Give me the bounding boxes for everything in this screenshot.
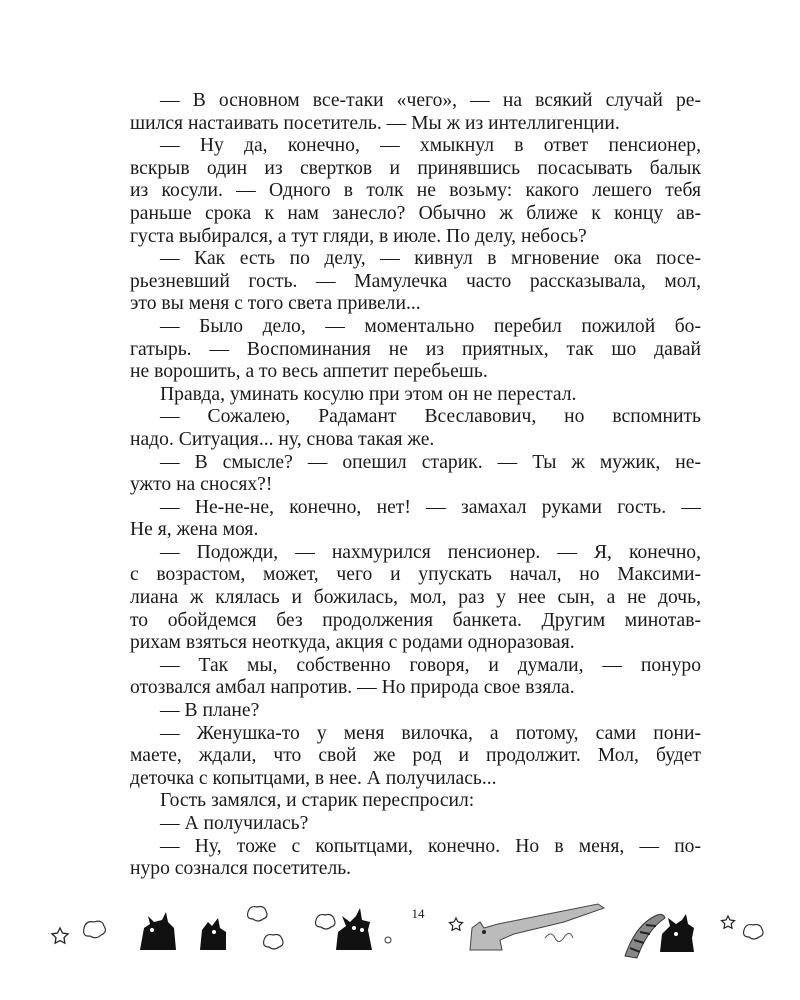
text-line: рихам взяться неоткуда, акция с родами одноразовая.: [130, 632, 575, 654]
creature-eye-icon: [212, 930, 216, 934]
text-line: из косули. — Одного в толк не возьму: какого лешего тебя: [130, 180, 701, 202]
creature-eye-icon: [150, 928, 154, 932]
text-line: гатырь. — Воспоминания не из приятных, так шо давай: [130, 338, 701, 360]
text-line: не ворошить, а то весь аппетит перебьешь.: [130, 361, 488, 383]
creature-eye-icon: [360, 928, 364, 932]
text-line: — Было дело, — моментально перебил пожилой бо-: [160, 315, 701, 337]
star-icon: [52, 928, 68, 943]
speech-bubble-icon: [84, 921, 106, 938]
text-line: ужто на сносях?!: [130, 474, 273, 496]
text-line: густа выбирался, а тут гляди, в июле. По делу, небось?: [130, 225, 587, 247]
black-creature-icon: [140, 912, 176, 950]
signature-scribble: [545, 933, 573, 941]
text-line: — В основном все-таки «чего», — на всякий случай ре-: [160, 90, 701, 111]
grey-creature-icon: [470, 904, 604, 950]
footer-ornament: [0, 890, 800, 970]
text-line: с возрастом, может, чего и упускать начал, но Максими-: [130, 564, 701, 586]
page-number: 14: [411, 906, 425, 921]
text-line: — Ну да, конечно, — хмыкнул в ответ пенсионер,: [160, 135, 701, 157]
text-line: — Ну, тоже с копытцами, конечно. Но в меня, — по-: [160, 835, 701, 857]
page-text: [130, 90, 701, 881]
text-line: — В плане?: [160, 700, 260, 722]
text-line: отозвался амбал напротив. — Но природа свое взяла.: [130, 677, 575, 699]
text-line: Правда, уминать косулю при этом он не перестал.: [160, 383, 577, 405]
creature-eye-icon: [674, 932, 678, 936]
text-line: вскрыв один из свертков и принявшись посасывать балык: [130, 157, 701, 179]
text-line: — Так мы, собственно говоря, и думали, — понуро: [160, 654, 701, 676]
text-line: то обойдемся без продолжения банкета. Другим минотав-: [130, 609, 701, 631]
speech-bubble-icon: [316, 915, 335, 930]
speech-bubble-icon: [744, 925, 763, 940]
text-line: маете, ждали, что свой же род и продолжит. Мол, будет: [130, 745, 701, 767]
text-line: — В смысле? — опешил старик. — Ты ж мужик, не-: [160, 451, 701, 473]
text-line: надо. Ситуация... ну, снова такая же.: [130, 428, 435, 450]
creature-eye-icon: [482, 930, 486, 934]
speech-bubble-icon: [264, 935, 283, 950]
striped-tail-icon: [625, 914, 665, 958]
text-line: — Подожди, — нахмурился пенсионер. — Я, конечно,: [160, 541, 701, 563]
creature-eye-icon: [352, 926, 356, 930]
text-line: — А получилась?: [160, 813, 309, 834]
text-line: раньше срока к нам занесло? Обычно ж ближе к концу ав-: [130, 202, 701, 224]
text-line: нуро сознался посетитель.: [130, 858, 352, 880]
text-line: деточка с копытцами, в нее. А получилась...: [130, 767, 497, 789]
speech-bubble-icon: [248, 907, 267, 922]
black-creature-icon: [200, 918, 226, 950]
text-line: Гость замялся, и старик переспросил:: [160, 790, 475, 812]
text-line: — Как есть по делу, — кивнул в мгновение ока посе-: [160, 248, 701, 270]
text-line: — Сожалею, Радамант Всеславович, но вспомнить: [160, 406, 701, 428]
text-line: шился настаивать посетитель. — Мы ж из интеллигенции.: [130, 112, 620, 134]
text-line: Не я, жена моя.: [130, 519, 259, 541]
star-icon: [722, 916, 735, 928]
text-line: это вы меня с того света привели...: [130, 293, 421, 315]
text-line: лиана ж клялась и божилась, мол, раз у нее сын, а не дочь,: [130, 587, 701, 609]
text-line: — Не-не-не, конечно, нет! — замахал руками гость. —: [160, 496, 701, 518]
text-line: рьезневший гость. — Мамулечка часто рассказывала, мол,: [130, 270, 701, 292]
star-icon: [450, 918, 463, 930]
text-line: — Женушка-то у меня вилочка, а потому, сами пони-: [160, 722, 701, 744]
